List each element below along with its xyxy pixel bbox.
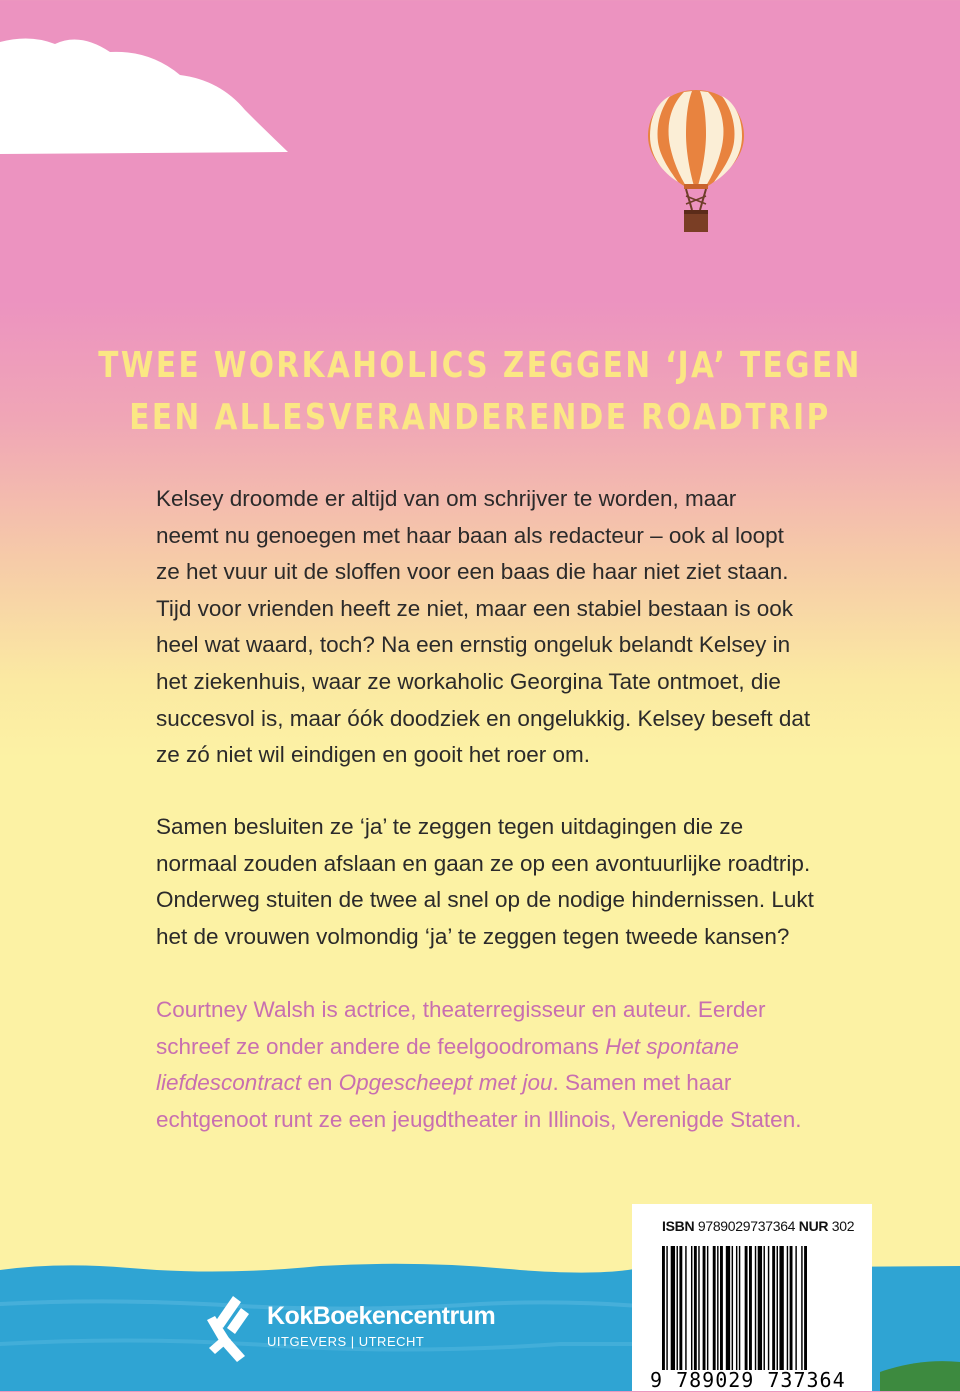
barcode-panel bbox=[632, 1204, 872, 1391]
barcode-digits: 9 789029 737364 bbox=[650, 1368, 846, 1392]
publisher-subtitle: UITGEVERS | UTRECHT bbox=[267, 1334, 425, 1349]
headline-line-1: TWEE WORKAHOLICS ZEGGEN ‘JA’ TEGEN bbox=[98, 345, 862, 386]
barcode-bar bbox=[745, 1246, 748, 1386]
barcode-bar bbox=[694, 1246, 697, 1386]
barcode-bar bbox=[755, 1246, 756, 1386]
blurb-line: ze zó niet wil eindigen en gooit het roer om. bbox=[156, 742, 591, 768]
barcode-bar bbox=[779, 1246, 783, 1386]
blurb-line: heel wat waard, toch? Na een ernstig ongeluk belandt Kelsey in bbox=[156, 632, 791, 658]
nur-label: NUR bbox=[798, 1218, 829, 1234]
barcode-bar bbox=[679, 1246, 682, 1386]
barcode-bar bbox=[736, 1246, 737, 1386]
blurb-line: Samen besluiten ze ‘ja’ te zeggen tegen uitdagingen die ze bbox=[156, 814, 744, 839]
blurb-line: het ziekenhuis, waar ze workaholic Georgina Tate ontmoet, die bbox=[156, 668, 781, 694]
author-bio-text: en bbox=[301, 1070, 339, 1096]
barcode-bar bbox=[707, 1246, 708, 1386]
barcode-bar bbox=[777, 1246, 778, 1386]
blurb-paragraph-1 bbox=[156, 481, 836, 774]
blurb-line: neemt nu genoegen met haar baan als redacteur – ook al loopt bbox=[156, 522, 784, 548]
blurb-line: Kelsey droomde er altijd van om schrijver te worden, maar bbox=[156, 486, 737, 511]
barcode-bar bbox=[703, 1246, 706, 1386]
barcode-bar bbox=[790, 1246, 793, 1386]
cloud-illustration bbox=[0, 30, 300, 160]
author-bio-line bbox=[156, 1065, 836, 1102]
barcode-bar bbox=[677, 1246, 678, 1386]
author-bio-line bbox=[156, 1029, 836, 1066]
barcode-bar bbox=[749, 1246, 752, 1386]
book-title: Opgescheept met jou bbox=[338, 1070, 553, 1096]
nur-value: 302 bbox=[831, 1218, 855, 1234]
blurb-line: Tijd voor vrienden heeft ze niet, maar een stabiel bestaan is ook bbox=[156, 595, 794, 621]
book-title: Het spontane bbox=[605, 1033, 739, 1059]
barcode-bar bbox=[801, 1246, 802, 1386]
isbn-value: 9789029737364 bbox=[697, 1218, 796, 1234]
hot-air-balloon-icon bbox=[644, 86, 748, 234]
barcode-bar bbox=[713, 1246, 716, 1386]
barcode-bar bbox=[720, 1246, 723, 1386]
author-bio bbox=[156, 992, 836, 1138]
barcode-bar bbox=[717, 1246, 718, 1386]
isbn-line bbox=[662, 1218, 854, 1234]
publisher-name: KokBoekencentrum bbox=[267, 1302, 496, 1330]
publisher-logo-icon bbox=[205, 1294, 251, 1364]
barcode-bar bbox=[691, 1246, 692, 1386]
blurb-line: ze het vuur uit de sloffen voor een baas die haar niet ziet staan. bbox=[156, 559, 789, 585]
blurb-line: het de vrouwen volmondig ‘ja’ te zeggen tegen tweede kansen? bbox=[156, 923, 790, 949]
barcode-bar bbox=[768, 1246, 769, 1386]
barcode-bar bbox=[758, 1246, 762, 1386]
book-title: liefdescontract bbox=[156, 1070, 302, 1096]
isbn-label: ISBN bbox=[662, 1218, 695, 1234]
barcode-bar bbox=[787, 1246, 788, 1386]
barcode-bar bbox=[726, 1246, 730, 1386]
barcode-bar bbox=[685, 1246, 686, 1386]
author-bio-line: echtgenoot runt ze een jeugdtheater in Illinois, Verenigde Staten. bbox=[156, 1106, 802, 1132]
barcode-bar bbox=[732, 1246, 733, 1386]
barcode-bar bbox=[772, 1246, 775, 1386]
barcode-bar bbox=[764, 1246, 765, 1386]
barcode-bar bbox=[671, 1246, 675, 1386]
author-bio-line: Courtney Walsh is actrice, theaterregisseur en auteur. Eerder bbox=[156, 997, 766, 1022]
tagline-headline bbox=[86, 340, 873, 444]
blurb-line: Onderweg stuiten de twee al snel op de nodige hindernissen. Lukt bbox=[156, 887, 814, 913]
headline-line-2: EEN ALLESVERANDERENDE ROADTRIP bbox=[129, 397, 831, 438]
blurb-line: normaal zouden afslaan en gaan ze op een avontuurlijke roadtrip. bbox=[156, 850, 811, 876]
author-bio-text: schreef ze onder andere de feelgoodromans bbox=[156, 1033, 606, 1059]
barcode-bar bbox=[804, 1246, 807, 1386]
barcode-bar bbox=[666, 1246, 667, 1386]
barcode-bar bbox=[698, 1246, 699, 1386]
barcode bbox=[662, 1246, 844, 1386]
publisher-logo bbox=[205, 1294, 505, 1364]
barcode-bar bbox=[739, 1246, 740, 1386]
blurb-paragraph-2 bbox=[156, 809, 836, 955]
author-bio-text: . Samen met haar bbox=[552, 1070, 732, 1096]
blurb-line: succesvol is, maar óók doodziek en ongelukkig. Kelsey beseft dat bbox=[156, 705, 811, 731]
barcode-bar bbox=[795, 1246, 796, 1386]
barcode-bar bbox=[662, 1246, 665, 1386]
